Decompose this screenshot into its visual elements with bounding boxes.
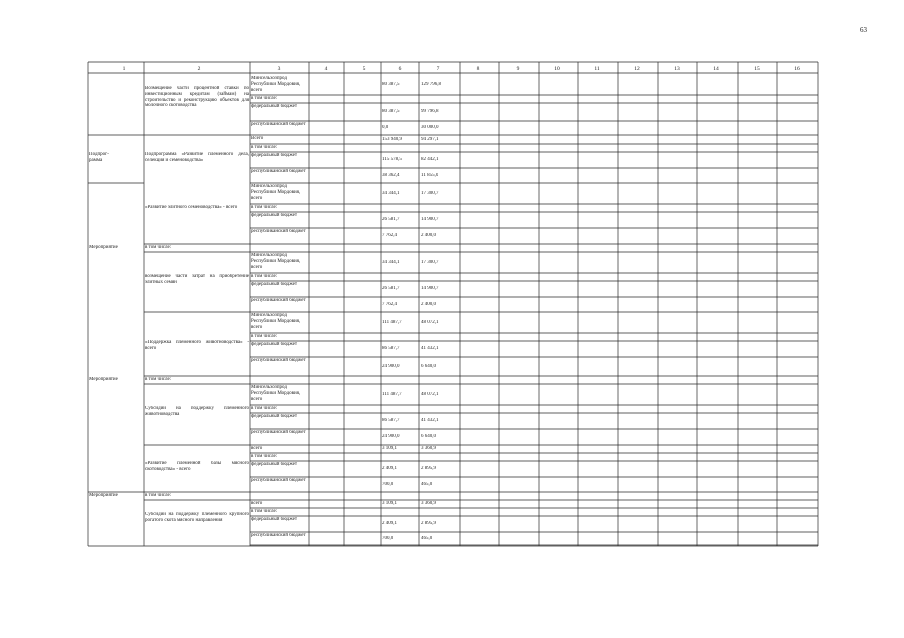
row-23-source: в том числе:	[251, 406, 278, 411]
row-3-col6-value: 0,0	[382, 125, 389, 130]
row-34-col7-value: 465,0	[421, 535, 433, 541]
program-name-6: «Развитие племенной базы мясного скотоводства» - всего	[145, 461, 249, 472]
row-26-col7-value: 3 360,9	[421, 446, 436, 451]
row-16-col6-value: 7 762,4	[382, 301, 397, 307]
row-7-col6-value: 38 362,4	[382, 172, 400, 178]
header-col-7: 7	[436, 66, 440, 72]
row-29-source: республиканский бюджет	[251, 478, 306, 483]
program-name-0: Возмещение части процентной ставки по инвестиционным кредитам (займам) на строительство и реконструкцию объектов для молочного скотоводства	[145, 86, 249, 109]
row-33-col6-value: 2 409,1	[382, 521, 397, 526]
row-20-source: республиканский бюджет	[251, 358, 306, 363]
row-7-source: республиканский бюджет	[251, 169, 306, 174]
label-meropriyatie-1: Мероприятие	[89, 245, 118, 250]
row-11-col7-value: 2 400,0	[421, 233, 436, 238]
row-2-source: федеральный бюджет	[251, 104, 298, 109]
label-podprogramma: Подпрог- рамма	[89, 152, 109, 163]
row-31-col7-value: 3 360,9	[421, 501, 436, 506]
program-name-7: Субсидии на поддержку племенного крупного рогатого скота мясного направления	[145, 512, 249, 523]
program-name-v-tom-chisle-3: в том числе:	[145, 493, 172, 498]
row-13-source: Минсельхозпрод Республики Мордовия, всего	[251, 253, 301, 270]
row-24-col6-value: 86 587,7	[382, 418, 400, 423]
program-name-v-tom-chisle-2: в том числе:	[145, 377, 172, 382]
row-25-source: республиканский бюджет	[251, 430, 306, 435]
row-19-col7-value: 41 432,1	[421, 346, 439, 351]
page-number: 63	[860, 26, 867, 34]
row-26-col6-value: 3 109,1	[382, 446, 397, 451]
row-33-col7-value: 2 895,9	[421, 521, 436, 526]
row-22-col7-value: 48 072,1	[421, 391, 439, 397]
row-11-source: республиканский бюджет	[251, 229, 306, 234]
row-10-col6-value: 26 581,7	[382, 217, 400, 222]
header-col-12: 12	[634, 66, 640, 72]
row-22-col6-value: 111 487,7	[382, 391, 402, 397]
header-col-4: 4	[324, 66, 328, 72]
row-32-source: в том числе:	[251, 509, 278, 514]
row-29-col7-value: 465,0	[421, 481, 433, 487]
row-17-source: Минсельхозпрод Республики Мордовия, всего	[251, 313, 301, 330]
row-29-col6-value: 700,0	[382, 481, 394, 487]
row-7-col7-value: 11 855,0	[421, 172, 439, 178]
row-0-source: Минсельхозпрод Республики Мордовия, всего	[251, 76, 301, 93]
row-28-source: федеральный бюджет	[251, 462, 298, 467]
row-13-col7-value: 17 300,7	[421, 259, 439, 265]
program-name-3: возмещение части затрат на приобретение элитных семян	[145, 274, 249, 285]
header-col-3: 3	[277, 66, 281, 72]
row-16-col7-value: 2 400,0	[421, 301, 436, 307]
row-0-col6-value: 80 387,5	[382, 82, 400, 87]
row-1-source: в том числе:	[251, 96, 278, 101]
row-34-source: республиканский бюджет	[251, 533, 306, 538]
header-col-11: 11	[594, 66, 600, 72]
row-31-col6-value: 3 109,1	[382, 501, 397, 506]
row-20-col6-value: 24 900,0	[382, 363, 400, 369]
header-col-5: 5	[362, 66, 366, 72]
program-name-5: Субсидии на поддержку племенного животноводства	[145, 406, 249, 417]
header-col-14: 14	[713, 66, 719, 72]
row-0-col7-value: 129 796,8	[421, 82, 441, 87]
row-2-col7-value: 99 796,8	[421, 109, 439, 114]
header-col-9: 9	[516, 66, 520, 72]
row-18-source: в том числе:	[251, 334, 278, 339]
row-4-col7-value: 94 297,1	[421, 136, 439, 142]
row-8-col7-value: 17 300,7	[421, 190, 439, 196]
header-col-8: 8	[476, 66, 480, 72]
row-27-source: в том числе:	[251, 454, 278, 459]
program-name-v-tom-chisle-1: в том числе:	[145, 245, 172, 250]
header-col-1: 1	[122, 66, 126, 72]
row-20-col7-value: 6 640,0	[421, 363, 436, 369]
label-meropriyatie-3: Мероприятие	[89, 493, 118, 498]
row-26-source: всего	[251, 446, 263, 451]
row-31-source: всего	[251, 501, 263, 506]
row-15-source: федеральный бюджет	[251, 282, 298, 287]
row-16-source: республиканский бюджет	[251, 298, 306, 303]
row-15-col7-value: 14 900,7	[421, 286, 439, 291]
header-col-10: 10	[554, 66, 560, 72]
row-17-col7-value: 48 072,1	[421, 319, 439, 325]
row-33-source: федеральный бюджет	[251, 517, 298, 522]
row-15-col6-value: 26 581,7	[382, 286, 400, 291]
row-24-col7-value: 41 432,1	[421, 418, 439, 423]
row-8-col6-value: 34 344,1	[382, 190, 400, 196]
row-8-source: Минсельхозпрод Республики Мордовия, всего	[251, 184, 301, 201]
row-9-source: в том числе:	[251, 205, 278, 210]
row-19-source: федеральный бюджет	[251, 342, 298, 347]
row-24-source: федеральный бюджет	[251, 414, 298, 419]
row-11-col6-value: 7 762,4	[382, 233, 397, 238]
row-13-col6-value: 34 344,1	[382, 259, 400, 265]
header-col-15: 15	[754, 66, 760, 72]
row-25-col6-value: 24 900,0	[382, 434, 400, 439]
row-6-col6-value: 115 578,5	[382, 157, 402, 162]
row-4-source: Всего	[251, 136, 264, 141]
row-28-col7-value: 2 895,9	[421, 466, 436, 471]
header-col-13: 13	[674, 66, 680, 72]
row-19-col6-value: 86 587,7	[382, 346, 400, 351]
program-name-4: «Поддержка племенного животноводства» - всего	[145, 340, 249, 351]
program-name-1: Подпрограмма «Развитие племенного дела, селекция и семеноводства»	[145, 152, 249, 163]
label-meropriyatie-2: Мероприятие	[89, 377, 118, 382]
header-col-16: 16	[794, 66, 800, 72]
row-10-source: федеральный бюджет	[251, 213, 298, 218]
row-3-source: республиканский бюджет	[251, 122, 306, 127]
row-4-col6-value: 153 940,9	[382, 136, 402, 142]
row-17-col6-value: 111 487,7	[382, 319, 402, 325]
header-col-2: 2	[197, 66, 201, 72]
row-25-col7-value: 6 640,0	[421, 434, 436, 439]
row-3-col7-value: 30 000,0	[421, 125, 439, 130]
row-22-source: Минсельхозпрод Республики Мордовия, всего	[251, 385, 301, 402]
row-5-source: в том числе:	[251, 145, 278, 150]
header-col-6: 6	[398, 66, 402, 72]
row-2-col6-value: 80 387,5	[382, 109, 400, 114]
row-10-col7-value: 14 900,7	[421, 217, 439, 222]
program-name-2: «Развитие элитного семеноводства» - всего	[145, 205, 238, 210]
row-6-source: федеральный бюджет	[251, 153, 298, 158]
row-14-source: в том числе:	[251, 274, 278, 279]
row-34-col6-value: 700,0	[382, 535, 394, 541]
row-28-col6-value: 2 409,1	[382, 466, 397, 471]
row-6-col7-value: 82 442,1	[421, 157, 439, 162]
